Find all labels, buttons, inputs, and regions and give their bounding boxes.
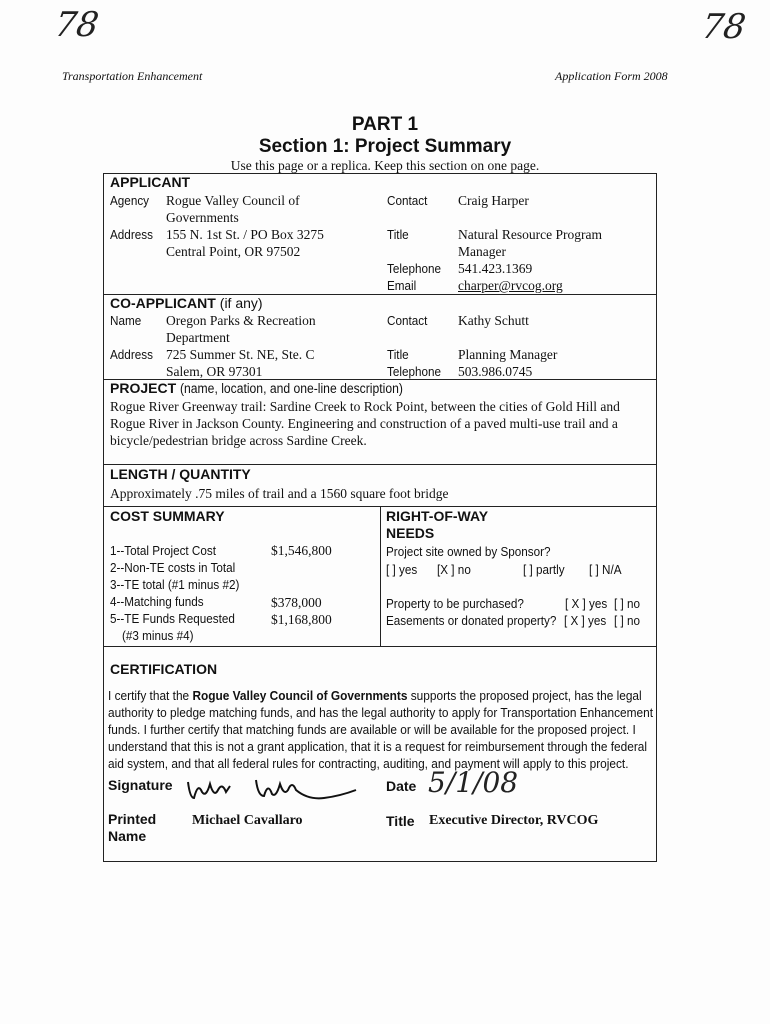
agency-label: Agency xyxy=(110,193,150,208)
property-purchase-question: Property to be purchased? xyxy=(386,596,524,611)
address-label: Address xyxy=(110,227,153,242)
cost-row-label: 3--TE total (#1 minus #2) xyxy=(110,577,240,592)
row-needs-heading: RIGHT-OF-WAY xyxy=(386,508,489,524)
signature-image xyxy=(184,768,374,810)
printed-name-value: Michael Cavallaro xyxy=(192,813,303,828)
signer-title-label: Title xyxy=(386,813,415,829)
divider xyxy=(103,646,657,647)
signature-date: 5/1/08 xyxy=(428,766,519,799)
checkbox-yes[interactable]: [ X ] yes xyxy=(565,596,608,611)
signer-title-value: Executive Director, RVCOG xyxy=(429,813,599,828)
certification-line2: authority to pledge matching funds, and has the legal authority to apply for Transportation Enhancement xyxy=(108,705,653,720)
name-line2: Department xyxy=(166,330,230,345)
address-label: Address xyxy=(110,347,153,362)
cost-row-value: $378,000 xyxy=(271,595,322,610)
checkbox-yes[interactable]: [ ] yes xyxy=(386,562,418,577)
certification-line1: I certify that the Rogue Valley Council of Governments supports the proposed project, has the legal xyxy=(108,688,642,703)
project-heading: PROJECT (name, location, and one-line description) xyxy=(110,380,404,396)
address-line1: 725 Summer St. NE, Ste. C xyxy=(166,347,315,362)
co-applicant-heading: CO-APPLICANT (if any) xyxy=(110,295,263,311)
checkbox-yes[interactable]: [ X ] yes xyxy=(564,613,607,628)
title-label: Title xyxy=(387,347,409,362)
signature-label: Signature xyxy=(108,777,173,793)
title-value: Planning Manager xyxy=(458,347,558,362)
page-number-right: 78 xyxy=(699,7,749,47)
length-text: Approximately .75 miles of trail and a 1560 square foot bridge xyxy=(110,486,449,501)
length-heading: LENGTH / QUANTITY xyxy=(110,466,251,482)
project-description-line2: Rogue River in Jackson County. Engineering and construction of a paved multi-use trail and a xyxy=(110,416,618,431)
row-needs-heading: NEEDS xyxy=(386,525,435,541)
divider xyxy=(103,464,657,465)
name-label: Name xyxy=(110,313,142,328)
page-number-left: 78 xyxy=(52,5,102,45)
title-line2: Manager xyxy=(458,244,506,259)
page-note: Use this page or a replica. Keep this section on one page. xyxy=(230,158,540,173)
checkbox-no[interactable]: [ ] no xyxy=(614,596,641,611)
agency-line2: Governments xyxy=(166,210,239,225)
cost-row-label: (#3 minus #4) xyxy=(122,628,194,643)
checkbox-partly[interactable]: [ ] partly xyxy=(523,562,565,577)
divider xyxy=(380,506,381,646)
cost-row-label: 1--Total Project Cost xyxy=(110,543,216,558)
cost-row-label: 5--TE Funds Requested xyxy=(110,611,235,626)
email-label: Email xyxy=(387,278,417,293)
telephone-label: Telephone xyxy=(387,261,441,276)
certification-line3: funds. I further certify that matching funds are available or will be available for the proposed project. I xyxy=(108,722,636,737)
checkbox-no[interactable]: [ ] no xyxy=(614,613,641,628)
date-label: Date xyxy=(386,778,417,794)
part-title: PART 1 xyxy=(351,114,419,135)
telephone-value: 541.423.1369 xyxy=(458,261,533,276)
address-line2: Central Point, OR 97502 xyxy=(166,244,301,259)
cost-summary-heading: COST SUMMARY xyxy=(110,508,225,524)
sponsor-ownership-question: Project site owned by Sponsor? xyxy=(386,544,551,559)
cost-row-value: $1,546,800 xyxy=(271,543,332,558)
agency-line1: Rogue Valley Council of xyxy=(166,193,300,208)
applicant-heading: APPLICANT xyxy=(110,174,191,190)
certification-line5: aid system, and that all federal rules for contracting, auditing, and payment will apply to this project. xyxy=(108,756,629,771)
project-description-line1: Rogue River Greenway trail: Sardine Creek to Rock Point, between the cities of Gold Hill and xyxy=(110,399,620,414)
section-title: Section 1: Project Summary xyxy=(258,136,512,157)
header-form: Application Form 2008 xyxy=(555,69,668,83)
certification-heading: CERTIFICATION xyxy=(110,661,218,677)
cost-row-label: 4--Matching funds xyxy=(110,594,204,609)
telephone-value: 503.986.0745 xyxy=(458,364,533,379)
address-line1: 155 N. 1st St. / PO Box 3275 xyxy=(166,227,324,242)
certification-line4: understand that this is not a grant application, that it is a request for reimbursement through the federal xyxy=(108,739,648,754)
checkbox-no[interactable]: [X ] no xyxy=(437,562,471,577)
address-line2: Salem, OR 97301 xyxy=(166,364,263,379)
name-line1: Oregon Parks & Recreation xyxy=(166,313,316,328)
contact-name: Kathy Schutt xyxy=(458,313,529,328)
checkbox-na[interactable]: [ ] N/A xyxy=(589,562,622,577)
printed-name-label: Name xyxy=(108,828,147,844)
contact-label: Contact xyxy=(387,313,428,328)
title-label: Title xyxy=(387,227,409,242)
easements-question: Easements or donated property? xyxy=(386,613,557,628)
contact-label: Contact xyxy=(387,193,428,208)
contact-name: Craig Harper xyxy=(458,193,529,208)
header-program: Transportation Enhancement xyxy=(62,69,203,83)
email-value[interactable]: charper@rvcog.org xyxy=(458,278,563,293)
title-line1: Natural Resource Program xyxy=(458,227,602,242)
cost-row-value: $1,168,800 xyxy=(271,612,332,627)
cost-row-label: 2--Non-TE costs in Total xyxy=(110,560,236,575)
telephone-label: Telephone xyxy=(387,364,441,379)
printed-name-label: Printed xyxy=(108,811,157,827)
project-description-line3: bicycle/pedestrian bridge across Sardine Creek. xyxy=(110,433,367,448)
